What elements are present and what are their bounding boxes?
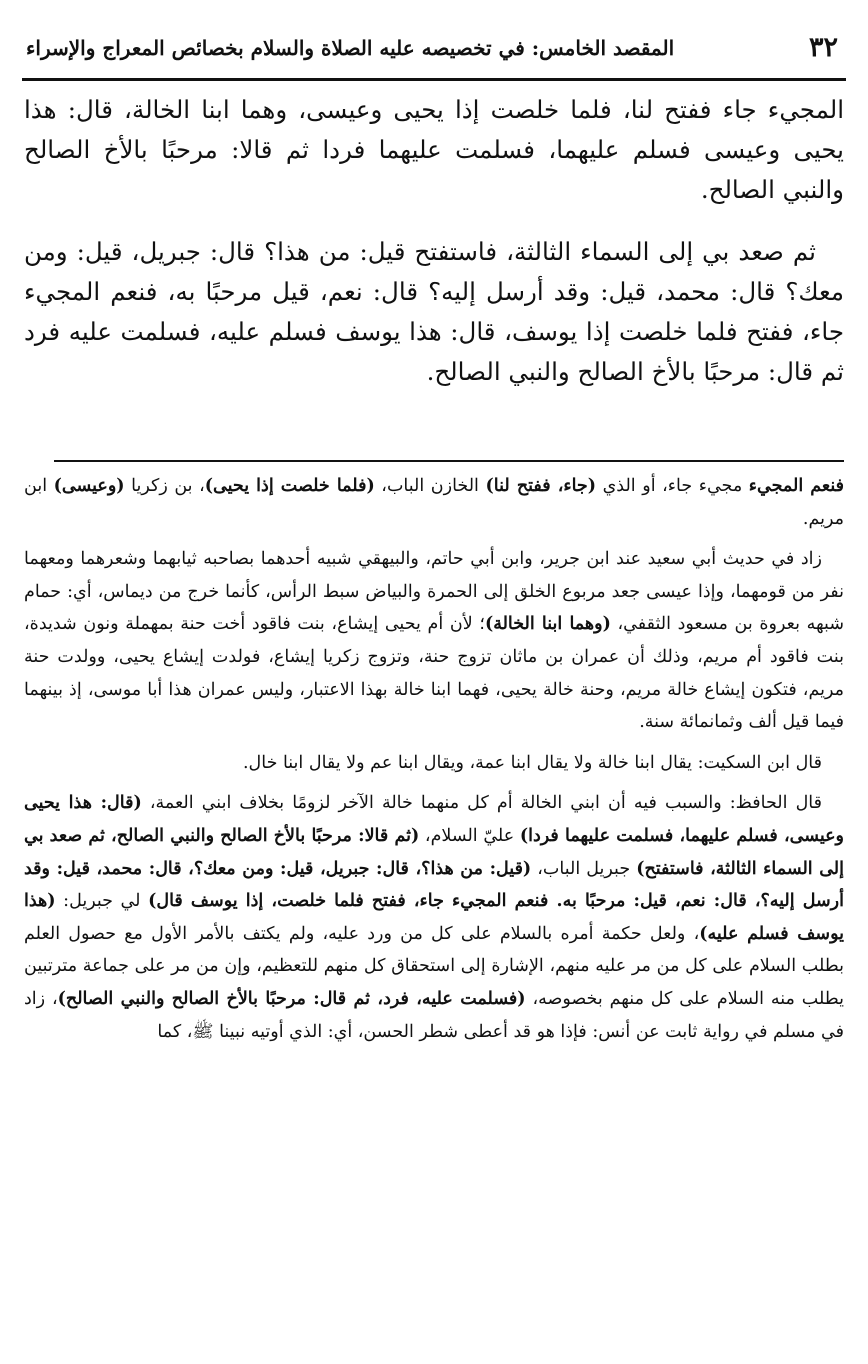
quoted-matn: (هذا يوسف فسلم عليه) xyxy=(24,891,844,944)
quoted-matn: فنعم المجيء xyxy=(748,476,845,496)
quoted-matn: (وهما ابنا الخالة) xyxy=(484,614,611,635)
commentary-paragraph xyxy=(24,787,844,1048)
commentary-text: لي جبريل: xyxy=(55,891,149,912)
footnote-divider xyxy=(54,460,844,462)
quoted-matn: (قال: هذا يحيى وعيسى، فسلم عليهما، فسلمت عليهما فردا) xyxy=(24,793,845,846)
commentary-text: زاد في حديث أبي سعيد عند ابن جرير، وابن أبي حاتم، والبيهقي شبيه أحدهما بصاحبه ثيابهما وشعرهما ومعهما نفر من قومهما، وإذا عيسى جعد مربوع الخلق إلى الحمرة والبياض سبط الرأس، كأنما خرج من ديماس، أي: حمام شبهه بعروة بن مسعود الثقفي، xyxy=(24,549,844,635)
commentary-text: قال الحافظ: والسبب فيه أن ابني الخالة أم كل منهما خالة الآخر لزومًا بخلاف ابني العمة، xyxy=(141,793,822,814)
quoted-matn: (فسلمت عليه، فرد، ثم قال: مرحبًا بالأخ الصالح والنبي الصالح) xyxy=(57,988,526,1009)
commentary-text: ، بن زكريا xyxy=(124,476,205,496)
commentary-paragraph: قال ابن السكيت: يقال ابنا خالة ولا يقال ابنا عمة، ويقال ابنا عم ولا يقال ابنا خال. xyxy=(242,752,822,773)
commentary-paragraph xyxy=(24,470,844,535)
commentary xyxy=(24,470,844,1056)
quoted-matn: (قيل: من هذا؟، قال: جبريل، قيل: ومن معك؟، قال: محمد، قيل: وقد أرسل إليه؟، قال: نعم، قيل: مرحبًا به. فنعم المجيء جاء، ففتح فلما خلصت، إذا يوسف قال) xyxy=(24,858,844,912)
commentary-text: جبريل الباب، xyxy=(531,858,637,879)
commentary-text: ، ولعل حكمة أمره بالسلام على كل من ورد عليه، ولم يكتف بالأمر الأول مع حصول العلم بطلب السلام على كل من مر عليه منهم، الإشارة إلى استحقاق كل منهم للتعظيم، وإن من مر على جماعة مترتبين يطلب منه السلام على كل منهم بخصوصه، xyxy=(24,923,844,1009)
page-number: ٣٢ xyxy=(808,32,838,63)
quoted-matn: (وعيسى) xyxy=(53,476,125,496)
commentary-text: الخازن الباب، xyxy=(374,476,486,496)
page-header xyxy=(22,28,846,81)
quoted-matn: (ثم قالا: مرحبًا بالأخ الصالح والنبي الصالح، ثم صعد بي إلى السماء الثالثة، فاستفتح) xyxy=(24,825,844,879)
commentary-text: ؛ لأن أم يحيى إيشاع، بنت فاقود أخت حنة بمهملة ونون شديدة، بنت فاقود أم مريم، وذلك أن عمران بن ماثان تزوج حنة، وتزوج زكريا إيشاع، فولدت إيشاع يحيى، وولدت حنة مريم، فتكون إيشاع خالة مريم، وحنة خالة يحيى، فهما ابنا خالة بهذا الاعتبار، وليس عمران هذا أبا موسى، إذ بينهما فيما قيل ألف وثمانمائة سنة. xyxy=(24,614,844,733)
commentary-paragraph xyxy=(24,543,844,739)
main-paragraph: ثم صعد بي إلى السماء الثالثة، فاستفتح قيل: من هذا؟ قال: جبريل، قيل: ومن معك؟ قال: محمد، قيل: وقد أرسل إليه؟ قال: نعم، قيل مرحبًا به، فنعم المجيء جاء، ففتح فلما خلصت إذا يوسف، قال: هذا يوسف فسلم عليه، فسلمت عليه فرد ثم قال: مرحبًا بالأخ الصالح والنبي الصالح. xyxy=(24,237,845,386)
quoted-matn: (فلما خلصت إذا يحيى) xyxy=(204,476,375,496)
main-text xyxy=(24,90,844,414)
commentary-text: ، زاد في مسلم في رواية ثابت عن أنس: فإذا هو قد أعطى شطر الحسن، أي: الذي أوتيه نبينا ﷺ، كما xyxy=(24,988,844,1042)
quoted-matn: (جاء، ففتح لنا) xyxy=(485,476,597,496)
commentary-text: ابن مريم. xyxy=(24,476,844,529)
running-title: المقصد الخامس: في تخصيصه عليه الصلاة والسلام بخصائص المعراج والإسراء xyxy=(26,36,675,60)
commentary-text: عليّ السلام، xyxy=(419,825,520,846)
commentary-text: مجيء جاء، أو الذي xyxy=(596,476,749,496)
main-paragraph: المجيء جاء ففتح لنا، فلما خلصت إذا يحيى وعيسى، وهما ابنا الخالة، قال: هذا يحيى وعيسى فسلم عليهما، فسلمت عليهما فردا ثم قالا: مرحبًا بالأخ الصالح والنبي الصالح. xyxy=(24,95,844,204)
